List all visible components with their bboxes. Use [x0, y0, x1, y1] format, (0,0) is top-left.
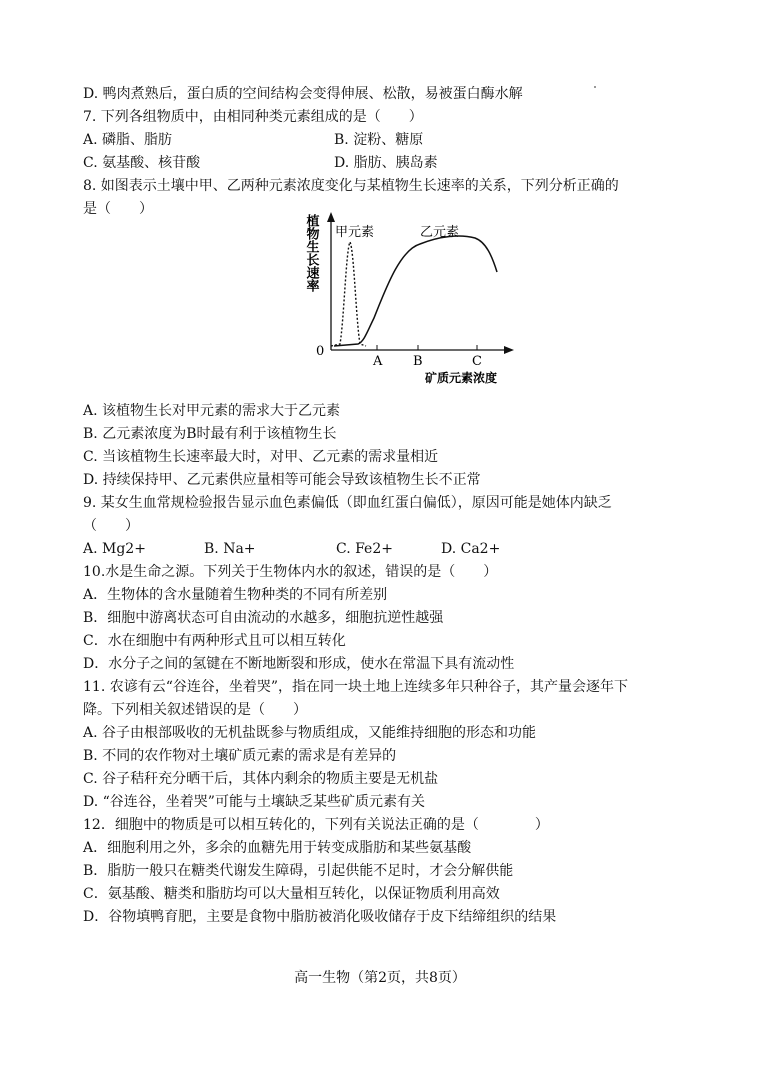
q10-stem: 10.水是生命之源。下列关于生物体内水的叙述，错误的是（ ）	[83, 564, 498, 580]
q8-option-c: C. 当该植物生长速率最大时，对甲、乙元素的需求量相近	[83, 449, 439, 465]
q10-option-c: C．水在细胞中有两种形式且可以相互转化	[83, 633, 346, 649]
q9-stem-line1: 9. 某女生血常规检验报告显示血色素偏低（即血红蛋白偏低），原因可能是她体内缺乏	[83, 495, 612, 511]
q7-stem: 7. 下列各组物质中，由相同种类元素组成的是（ ）	[83, 109, 423, 125]
q8-stem-line2: 是（ ）	[83, 201, 153, 217]
x-axis-label: 矿质元素浓度	[425, 371, 498, 385]
q8-stem-line1: 8. 如图表示土壤中甲、乙两种元素浓度变化与某植物生长速率的关系，下列分析正确的	[83, 178, 619, 194]
q7-option-d: D. 脂肪、胰岛素	[334, 155, 438, 171]
figure-y-label: 植物生长速率	[303, 214, 319, 292]
curve-label-jia: 甲元素	[335, 225, 375, 240]
page-footer: 高一生物（第2页，共8页）	[294, 970, 466, 986]
q11-stem-line1: 11. 农谚有云“谷连谷，坐着哭”，指在同一块土地上连续多年只种谷子，其产量会逐年下	[83, 679, 629, 695]
x-axis-arrow	[504, 346, 514, 354]
growth-rate-figure	[300, 210, 520, 390]
q12-stem: 12．细胞中的物质是可以相互转化的，下列有关说法正确的是（ ）	[83, 817, 549, 833]
q9-option-c: C. Fe2+	[336, 541, 393, 557]
q9-option-b: B. Na+	[204, 541, 256, 557]
q12-option-a: A．细胞利用之外，多余的血糖先用于转变成脂肪和某些氨基酸	[83, 840, 472, 856]
q8-option-a: A. 该植物生长对甲元素的需求大于乙元素	[83, 403, 341, 419]
q11-option-c: C. 谷子秸秆充分晒干后，其体内剩余的物质主要是无机盐	[83, 771, 439, 787]
scan-dot	[594, 86, 596, 88]
q8-option-b: B. 乙元素浓度为B时最有利于该植物生长	[83, 426, 337, 442]
q11-option-b: B. 不同的农作物对土壤矿质元素的需求是有差异的	[83, 748, 397, 764]
q9-stem-line2: （ ）	[83, 518, 139, 534]
tick-label-b: B	[413, 354, 423, 369]
q7-option-c: C. 氨基酸、核苷酸	[83, 155, 201, 171]
q11-stem-line2: 降。下列相关叙述错误的是（ ）	[83, 702, 307, 718]
q11-option-a: A. 谷子由根部吸收的无机盐既参与物质组成，又能维持细胞的形态和功能	[83, 725, 537, 741]
q10-option-d: D．水分子之间的氢键在不断地断裂和形成，使水在常温下具有流动性	[83, 656, 515, 672]
curve-jia	[331, 242, 366, 346]
q9-option-a: A. Mg2+	[83, 541, 146, 557]
origin-label: 0	[316, 344, 325, 359]
curve-yi	[334, 236, 497, 346]
q10-option-b: B．细胞中游离状态可自由流动的水越多，细胞抗逆性越强	[83, 610, 444, 626]
q7-option-b: B. 淀粉、糖原	[334, 132, 424, 148]
q12-option-c: C．氨基酸、糖类和脂肪均可以大量相互转化，以保证物质利用高效	[83, 886, 500, 902]
q11-option-d: D. “谷连谷，坐着哭”可能与土壤缺乏某些矿质元素有关	[83, 794, 425, 810]
tick-label-c: C	[472, 354, 482, 369]
q7-option-a: A. 磷脂、脂肪	[83, 132, 173, 148]
q10-option-a: A．生物体的含水量随着生物种类的不同有所差别	[83, 587, 388, 603]
y-axis-arrow	[327, 212, 335, 222]
curve-label-yi: 乙元素	[420, 225, 460, 240]
q6-option-d: D. 鸭肉煮熟后，蛋白质的空间结构会变得伸展、松散，易被蛋白酶水解	[83, 86, 523, 102]
q12-option-d: D．谷物填鸭育肥，主要是食物中脂肪被消化吸收储存于皮下结缔组织的结果	[83, 909, 557, 925]
tick-label-a: A	[373, 354, 383, 369]
q8-option-d: D. 持续保持甲、乙元素供应量相等可能会导致该植物生长不正常	[83, 472, 481, 488]
q12-option-b: B．脂肪一般只在糖类代谢发生障碍，引起供能不足时，才会分解供能	[83, 863, 514, 879]
q9-option-d: D. Ca2+	[441, 541, 501, 557]
